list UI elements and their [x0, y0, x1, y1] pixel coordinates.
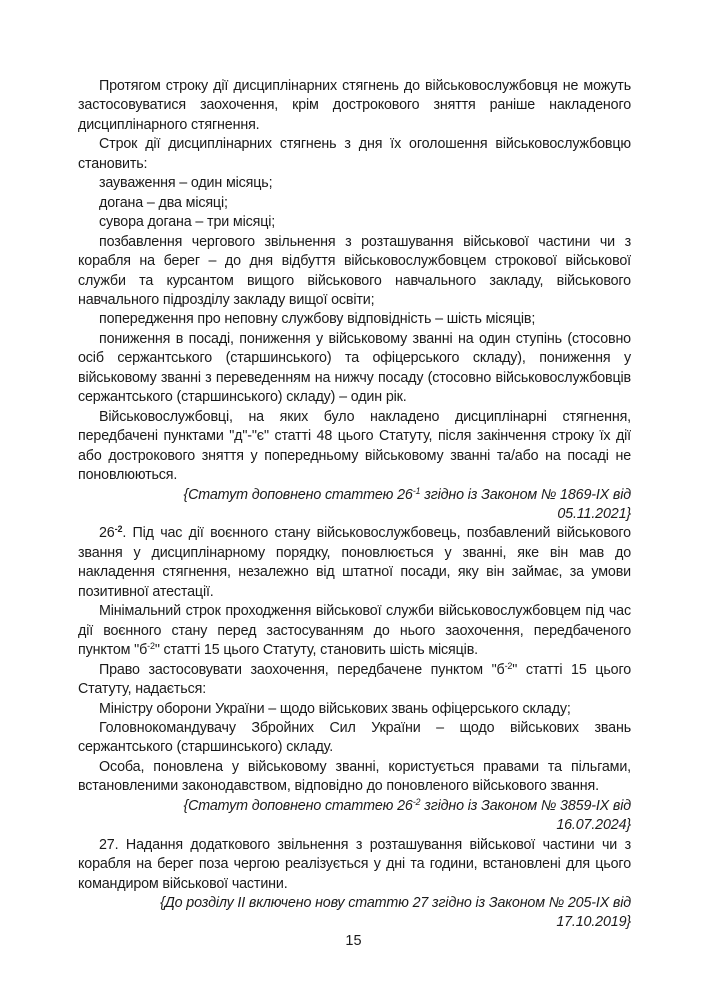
- text: " статті 15 цього Статуту, становить шість місяців.: [154, 642, 478, 659]
- article-26-2: [78, 524, 631, 602]
- list-item: догана – два місяці;: [99, 194, 228, 211]
- text: Мінімальний строк проходження військової служби військовослужбовцем під час дії воєнного стану перед застосуванням до нього заохочення, передбаченого пунктом "б: [78, 603, 631, 659]
- amendment-note: [78, 486, 631, 525]
- list-item: пониження в посаді, пониження у військовому званні на один ступінь (стосовно осіб сержантського (старшинського) та офіцерського складу), пониження у військовому званні з переведенням на нижчу посаду (стосовно військовослужбовців сержантського (старшинського) складу) – один рік.: [78, 330, 631, 406]
- document-page: [78, 77, 631, 933]
- superscript: -2: [114, 524, 123, 535]
- superscript: -2: [504, 660, 513, 671]
- list-item: зауваження – один місяць;: [99, 175, 273, 192]
- note-text: {Статут доповнено статтею 26: [183, 486, 413, 503]
- paragraph: [78, 602, 631, 660]
- list-item: попередження про неповну службову відповідність – шість місяців;: [99, 311, 536, 328]
- superscript: -1: [412, 485, 421, 496]
- note-text: згідно із Законом № 1869-IX від 05.11.2021}: [420, 486, 631, 522]
- paragraph: Строк дії дисциплінарних стягнень з дня їх оголошення військовослужбовцю становить:: [78, 136, 631, 172]
- superscript: -2: [147, 641, 155, 652]
- list-item: сувора догана – три місяці;: [99, 214, 276, 231]
- page-number: 15: [345, 933, 362, 949]
- paragraph: Протягом строку дії дисциплінарних стягнень до військовослужбовця не можуть застосовуватися заохочення, крім дострокового зняття раніше накладеного дисциплінарного стягнення.: [78, 78, 631, 133]
- superscript: -2: [412, 796, 421, 807]
- note-text: {Статут доповнено статтею 26: [183, 797, 413, 814]
- paragraph: [78, 661, 631, 700]
- list-item: Міністру оборони України – щодо військових звань офіцерського складу;: [99, 700, 571, 717]
- text: Право застосовувати заохочення, передбачене пунктом "б: [99, 661, 505, 678]
- article-number: 26: [99, 525, 115, 542]
- text: " статті 15 цього Статуту, надається:: [78, 661, 631, 698]
- amendment-note: {До розділу II включено нову статтю 27 згідно із Законом № 205-IX від 17.10.2019}: [160, 895, 631, 931]
- list-item: Головнокомандувачу Збройних Сил України – щодо військових звань сержантського (старшинського) складу.: [78, 719, 631, 756]
- paragraph: Військовослужбовці, на яких було накладено дисциплінарні стягнення, передбачені пунктами "д"-"є" статті 48 цього Статуту, після закінчення строку їх дії або дострокового зняття у попередньому військовому званні та/або на посаді не поновлюються.: [78, 408, 631, 484]
- list-item: позбавлення чергового звільнення з розташування військової частини чи з корабля на берег – до дня відбуття військовослужбовцем строкової військової служби та курсантом вищого військового навчального закладу, військового навчального підрозділу закладу вищої освіти;: [78, 233, 631, 308]
- amendment-note: [78, 797, 631, 836]
- paragraph: Особа, поновлена у військовому званні, користується правами та пільгами, встановленими законодавством, відповідно до поновленого військового звання.: [78, 758, 631, 795]
- note-text: згідно із Законом № 3859-IX від 16.07.2024}: [420, 797, 631, 834]
- article-27: 27. Надання додаткового звільнення з розташування військової частини чи з корабля на берег поза чергою реалізується у дні та години, встановлені для цього командиром військової частини.: [78, 836, 631, 892]
- article-text: . Під час дії воєнного стану військовослужбовець, позбавлений військового звання у дисциплінарному порядку, поновлюється у званні, яке він мав до накладення стягнення, незалежно від штатної посади, яку він займає, за умови позитивної атестації.: [78, 525, 631, 600]
